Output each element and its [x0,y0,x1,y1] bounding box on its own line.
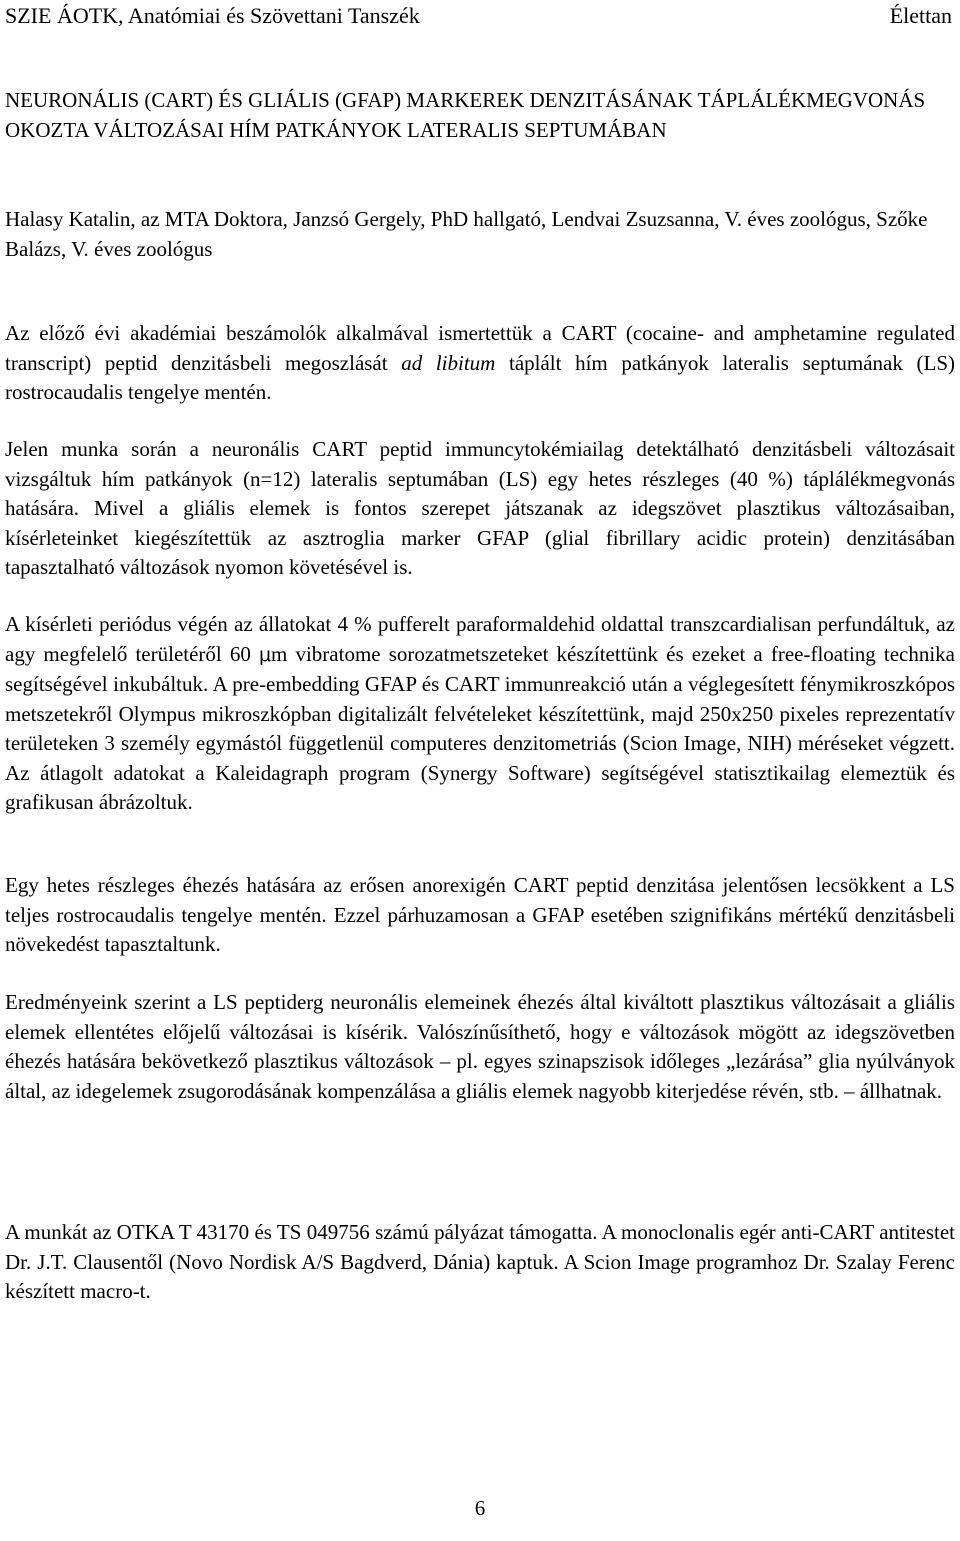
page-number: 6 [474,1496,486,1520]
paragraph-acknowledgements: A munkát az OTKA T 43170 és TS 049756 számú pályázat támogatta. A monoclonalis egér anti-CART antitestet Dr. J.T. Clausentől (Novo Nordisk A/S Bagdverd, Dánia) kaptuk. A Scion Image programhoz Dr. Szalay Ferenc készített macro-t. [5,1220,955,1303]
header-institution: SZIE ÁOTK, Anatómiai és Szövettani Tanszék [5,3,420,28]
author-list: Halasy Katalin, az MTA Doktora, Janzsó Gergely, PhD hallgató, Lendvai Zsuzsanna, V. éves zoológus, Szőke Balázs, V. éves zoológus [5,207,928,261]
paragraph-discussion: Eredményeink szerint a LS peptiderg neuronális elemeinek éhezés által kiváltott plasztikus változásait a gliális elemek ellentétes előjelű változásai is kísérik. Valószínűsíthető, hogy e változások mögött az idegszövetben éhezés hatására bekövetkező plasztikus változások – pl. egyes szinapszisok időleges „lezárása” glia nyúlványok által, az idegelemek zsugorodásának kompenzálása a gliális elemek nagyobb kiterjedése révén, stb. – állhatnak. [5,990,955,1103]
paragraph-introduction-text-b: táplált hím patkányok lateralis septumának (LS) rostrocaudalis tengelye mentén. [5,350,955,404]
paragraph-methods [5,610,955,818]
paragraph-methods-text-a: A kísérleti periódus végén az állatokat 4 % pufferelt paraformaldehid oldattal transzcardialisan perfundáltuk, az agy megfelelő területéről 60 [5,612,955,666]
paragraph-methods-text-b: m vibratome sorozatmetszeteket készítettünk és ezeket a free-floating technika segítségével inkubáltuk. A pre-embedding GFAP és CART immunreakció után a véglegesített fénymikroszkópos metszetekről Olympus mikroszkópban digitalizált felvételeket készítettünk, majd 250x250 pixeles reprezentatív területeken 3 személy egymástól függetlenül computeres denzitometriás (Scion Image, NIH) méréseket végzett. Az átlagolt adatokat a Kaleidagraph program (Synergy Software) segítségével statisztikailag elemeztük és grafikusan ábrázoltuk. [5,641,955,814]
micro-symbol: μ [258,643,272,666]
paragraph-introduction-emphasis: ad libitum [401,350,496,375]
paragraph-aims: Jelen munka során a neuronális CART peptid immuncytokémiailag detektálható denzitásbeli változásait vizsgáltuk hím patkányok (n=12) lateralis septumában (LS) egy hetes részleges (40 %) táplálékmegvonás hatására. Mivel a gliális elemek is fontos szerepet játszanak az idegszövet plasztikus változásaiban, kísérleteinket kiegészítettük az asztroglia marker GFAP (glial fibrillary acidic protein) denzitásában tapasztalható változások nyomon követésével is. [5,437,955,579]
header-subject: Élettan [889,3,952,28]
paragraph-introduction [5,319,955,408]
document-title: NEURONÁLIS (CART) ÉS GLIÁLIS (GFAP) MARKEREK DENZITÁSÁNAK TÁPLÁLÉKMEGVONÁS OKOZTA VÁLTOZÁSAI HÍM PATKÁNYOK LATERALIS SEPTUMÁBAN [5,88,926,142]
paragraph-introduction-text-a: Az előző évi akadémiai beszámolók alkalmával ismertettük a CART (cocaine- and amphetamine regulated transcript) peptid denzitásbeli megoszlását [5,321,955,375]
paragraph-results: Egy hetes részleges éhezés hatására az erősen anorexigén CART peptid denzitása jelentősen lecsökkent a LS teljes rostrocaudalis tengelye mentén. Ezzel párhuzamosan a GFAP esetében szignifikáns mértékű denzitásbeli növekedést tapasztaltunk. [5,873,955,956]
page-header [5,2,952,30]
